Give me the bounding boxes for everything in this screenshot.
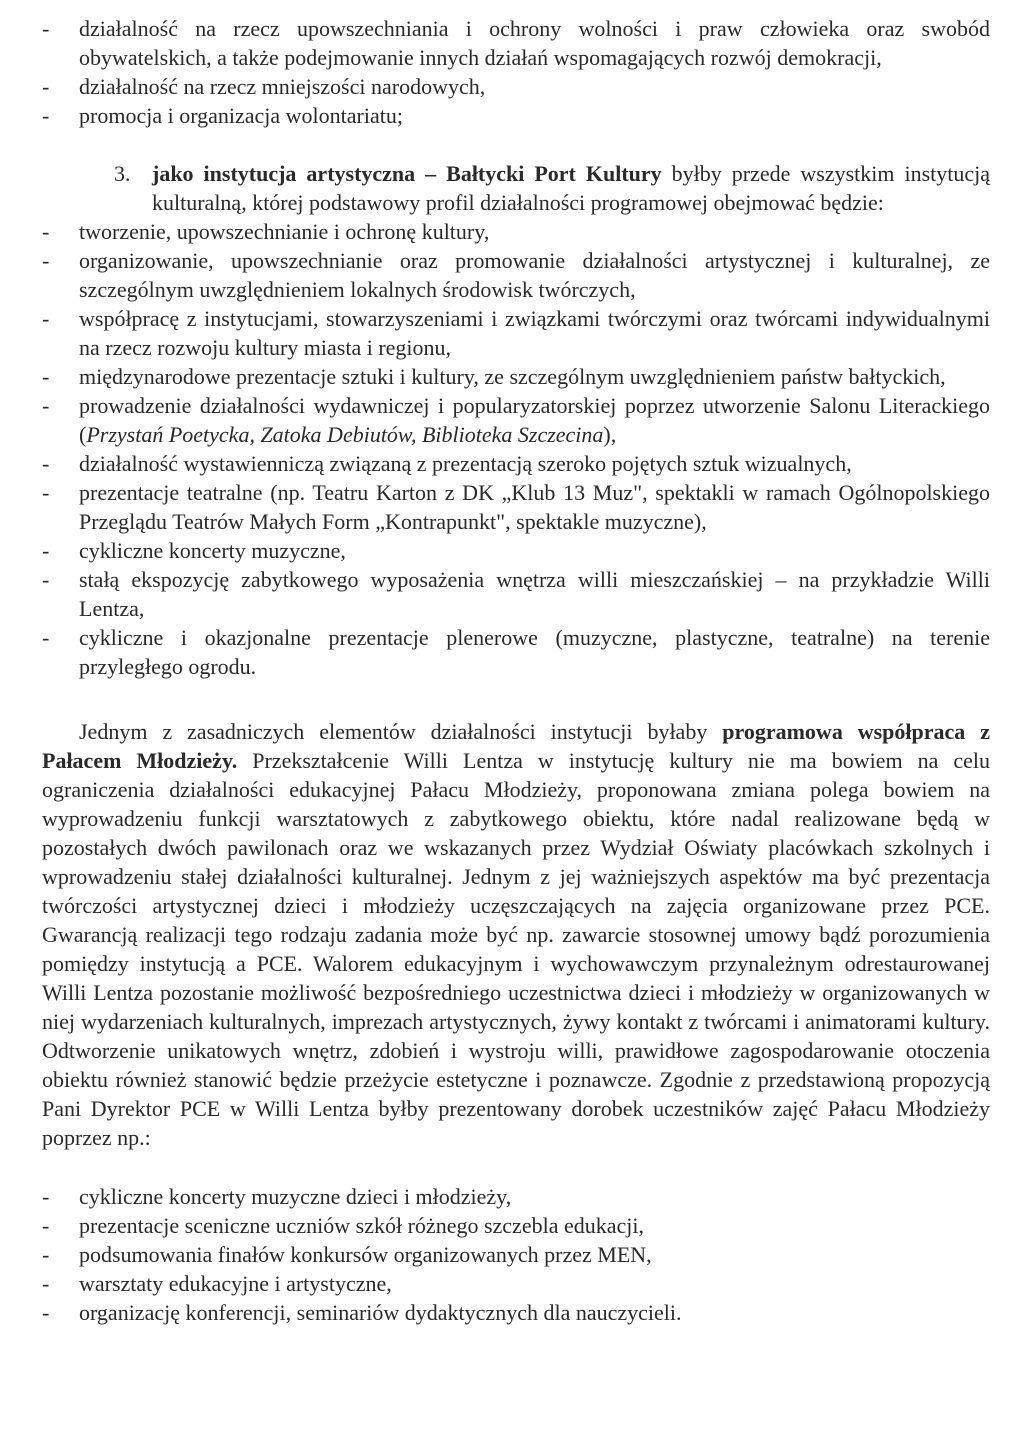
salon-italic-names: Przystań Poetycka, Zatoka Debiutów, Biblioteka Szczecina	[86, 422, 604, 447]
list-item: - działalność na rzecz upowszechniania i ochrony wolności i praw człowieka oraz swobód obywatelskich, a także podejmowanie innych działań wspomagających rozwój demokracji,	[42, 14, 990, 72]
cooperation-paragraph	[42, 717, 990, 1152]
list-item: - podsumowania finałów konkursów organizowanych przez MEN,	[42, 1240, 990, 1269]
section-bold-lead: jako instytucja artystyczna – Bałtycki Port Kultury	[152, 161, 662, 186]
list-item: - stałą ekspozycję zabytkowego wyposażenia wnętrza willi mieszczańskiej – na przykładzie Willi Lentza,	[42, 565, 990, 623]
list-item: - organizację konferencji, seminariów dydaktycznych dla nauczycieli.	[42, 1298, 990, 1327]
list-item: - działalność wystawienniczą związaną z prezentacją szeroko pojętych sztuk wizualnych,	[42, 449, 990, 478]
list-item: - działalność na rzecz mniejszości narodowych,	[42, 72, 990, 101]
list-item: - promocja i organizacja wolontariatu;	[42, 101, 990, 130]
paragraph-bold: programowa współpraca z Pałacem Młodzieży.	[42, 719, 990, 773]
list-item: - organizowanie, upowszechnianie oraz promowanie działalności artystycznej i kulturalnej, ze szczególnym uwzględnieniem lokalnych środowisk twórczych,	[42, 246, 990, 304]
activity-list-youth-palace	[42, 1182, 990, 1327]
list-item-literary-salon	[42, 391, 990, 449]
salon-text-before: prowadzenie działalności wydawniczej i popularyzatorskiej poprzez utworzenie Salonu Literackiego (	[79, 393, 990, 447]
list-item: - cykliczne koncerty muzyczne dzieci i młodzieży,	[42, 1182, 990, 1211]
list-item: - międzynarodowe prezentacje sztuki i kultury, ze szczególnym uwzględnieniem państw bałtyckich,	[42, 362, 990, 391]
paragraph-body: Przekształcenie Willi Lentza w instytucję kultury nie ma bowiem na celu ograniczenia działalności edukacyjnej Pałacu Młodzieży, proponowana zmiana polega bowiem na wyprowadzeniu funkcji warsztatowych z zabytkowego obiektu, które nadal realizowane będą w pozostałych dwóch pawilonach oraz we wskazanych przez Wydział Oświaty placówkach szkolnych i wprowadzeniu stałej działalności kulturalnej. Jednym z jej ważniejszych aspektów ma być prezentacja twórczości artystycznej dzieci i młodzieży uczęszczających na zajęcia organizowane przez PCE. Gwarancją realizacji tego rodzaju zadania może być np. zawarcie stosownej umowy bądź porozumienia pomiędzy instytucją a PCE. Walorem edukacyjnym i wychowawczym przynależnym odrestaurowanej Willi Lentza pozostanie możliwość bezpośredniego uczestnictwa dzieci i młodzieży w organizowanych w niej wydarzeniach kulturalnych, imprezach artystycznych, żywy kontakt z twórcami i animatorami kultury. Odtworzenie unikatowych wnętrz, zdobień i wystroju willi, prawidłowe zagospodarowanie otoczenia obiektu również stanowić będzie przeżycie estetyczne i poznawcze. Zgodnie z przedstawioną propozycją Pani Dyrektor PCE w Willi Lentza byłby prezentowany dorobek uczestników zajęć Pałacu Młodzieży poprzez np.:	[42, 748, 991, 1150]
list-item: - warsztaty edukacyjne i artystyczne,	[42, 1269, 990, 1298]
list-item: - współpracę z instytucjami, stowarzyszeniami i związkami twórczymi oraz twórcami indywidualnymi na rzecz rozwoju kultury miasta i regionu,	[42, 304, 990, 362]
salon-text-after: ),	[603, 422, 617, 447]
activity-list-culture	[42, 217, 990, 681]
activity-list-human-rights	[42, 14, 990, 130]
paragraph-start: Jednym z zasadniczych elementów działalności instytucji byłaby	[79, 719, 723, 744]
list-item: - cykliczne i okazjonalne prezentacje plenerowe (muzyczne, plastyczne, teatralne) na terenie przyległego ogrodu.	[42, 623, 990, 681]
list-item: - cykliczne koncerty muzyczne,	[42, 536, 990, 565]
document-body	[42, 14, 990, 1327]
list-item: - tworzenie, upowszechnianie i ochronę kultury,	[42, 217, 990, 246]
list-item: - prezentacje teatralne (np. Teatru Karton z DK „Klub 13 Muz", spektakli w ramach Ogólnopolskiego Przeglądu Teatrów Małych Form „Kontrapunkt", spektakle muzyczne),	[42, 478, 990, 536]
section-3-artistic-institution	[42, 159, 990, 217]
list-item: - prezentacje sceniczne uczniów szkół różnego szczebla edukacji,	[42, 1211, 990, 1240]
section-lead-text: byłby przede wszystkim instytucją kulturalną, której podstawowy profil działalności programowej obejmować będzie:	[152, 161, 991, 215]
section-number: 3.	[114, 161, 131, 186]
